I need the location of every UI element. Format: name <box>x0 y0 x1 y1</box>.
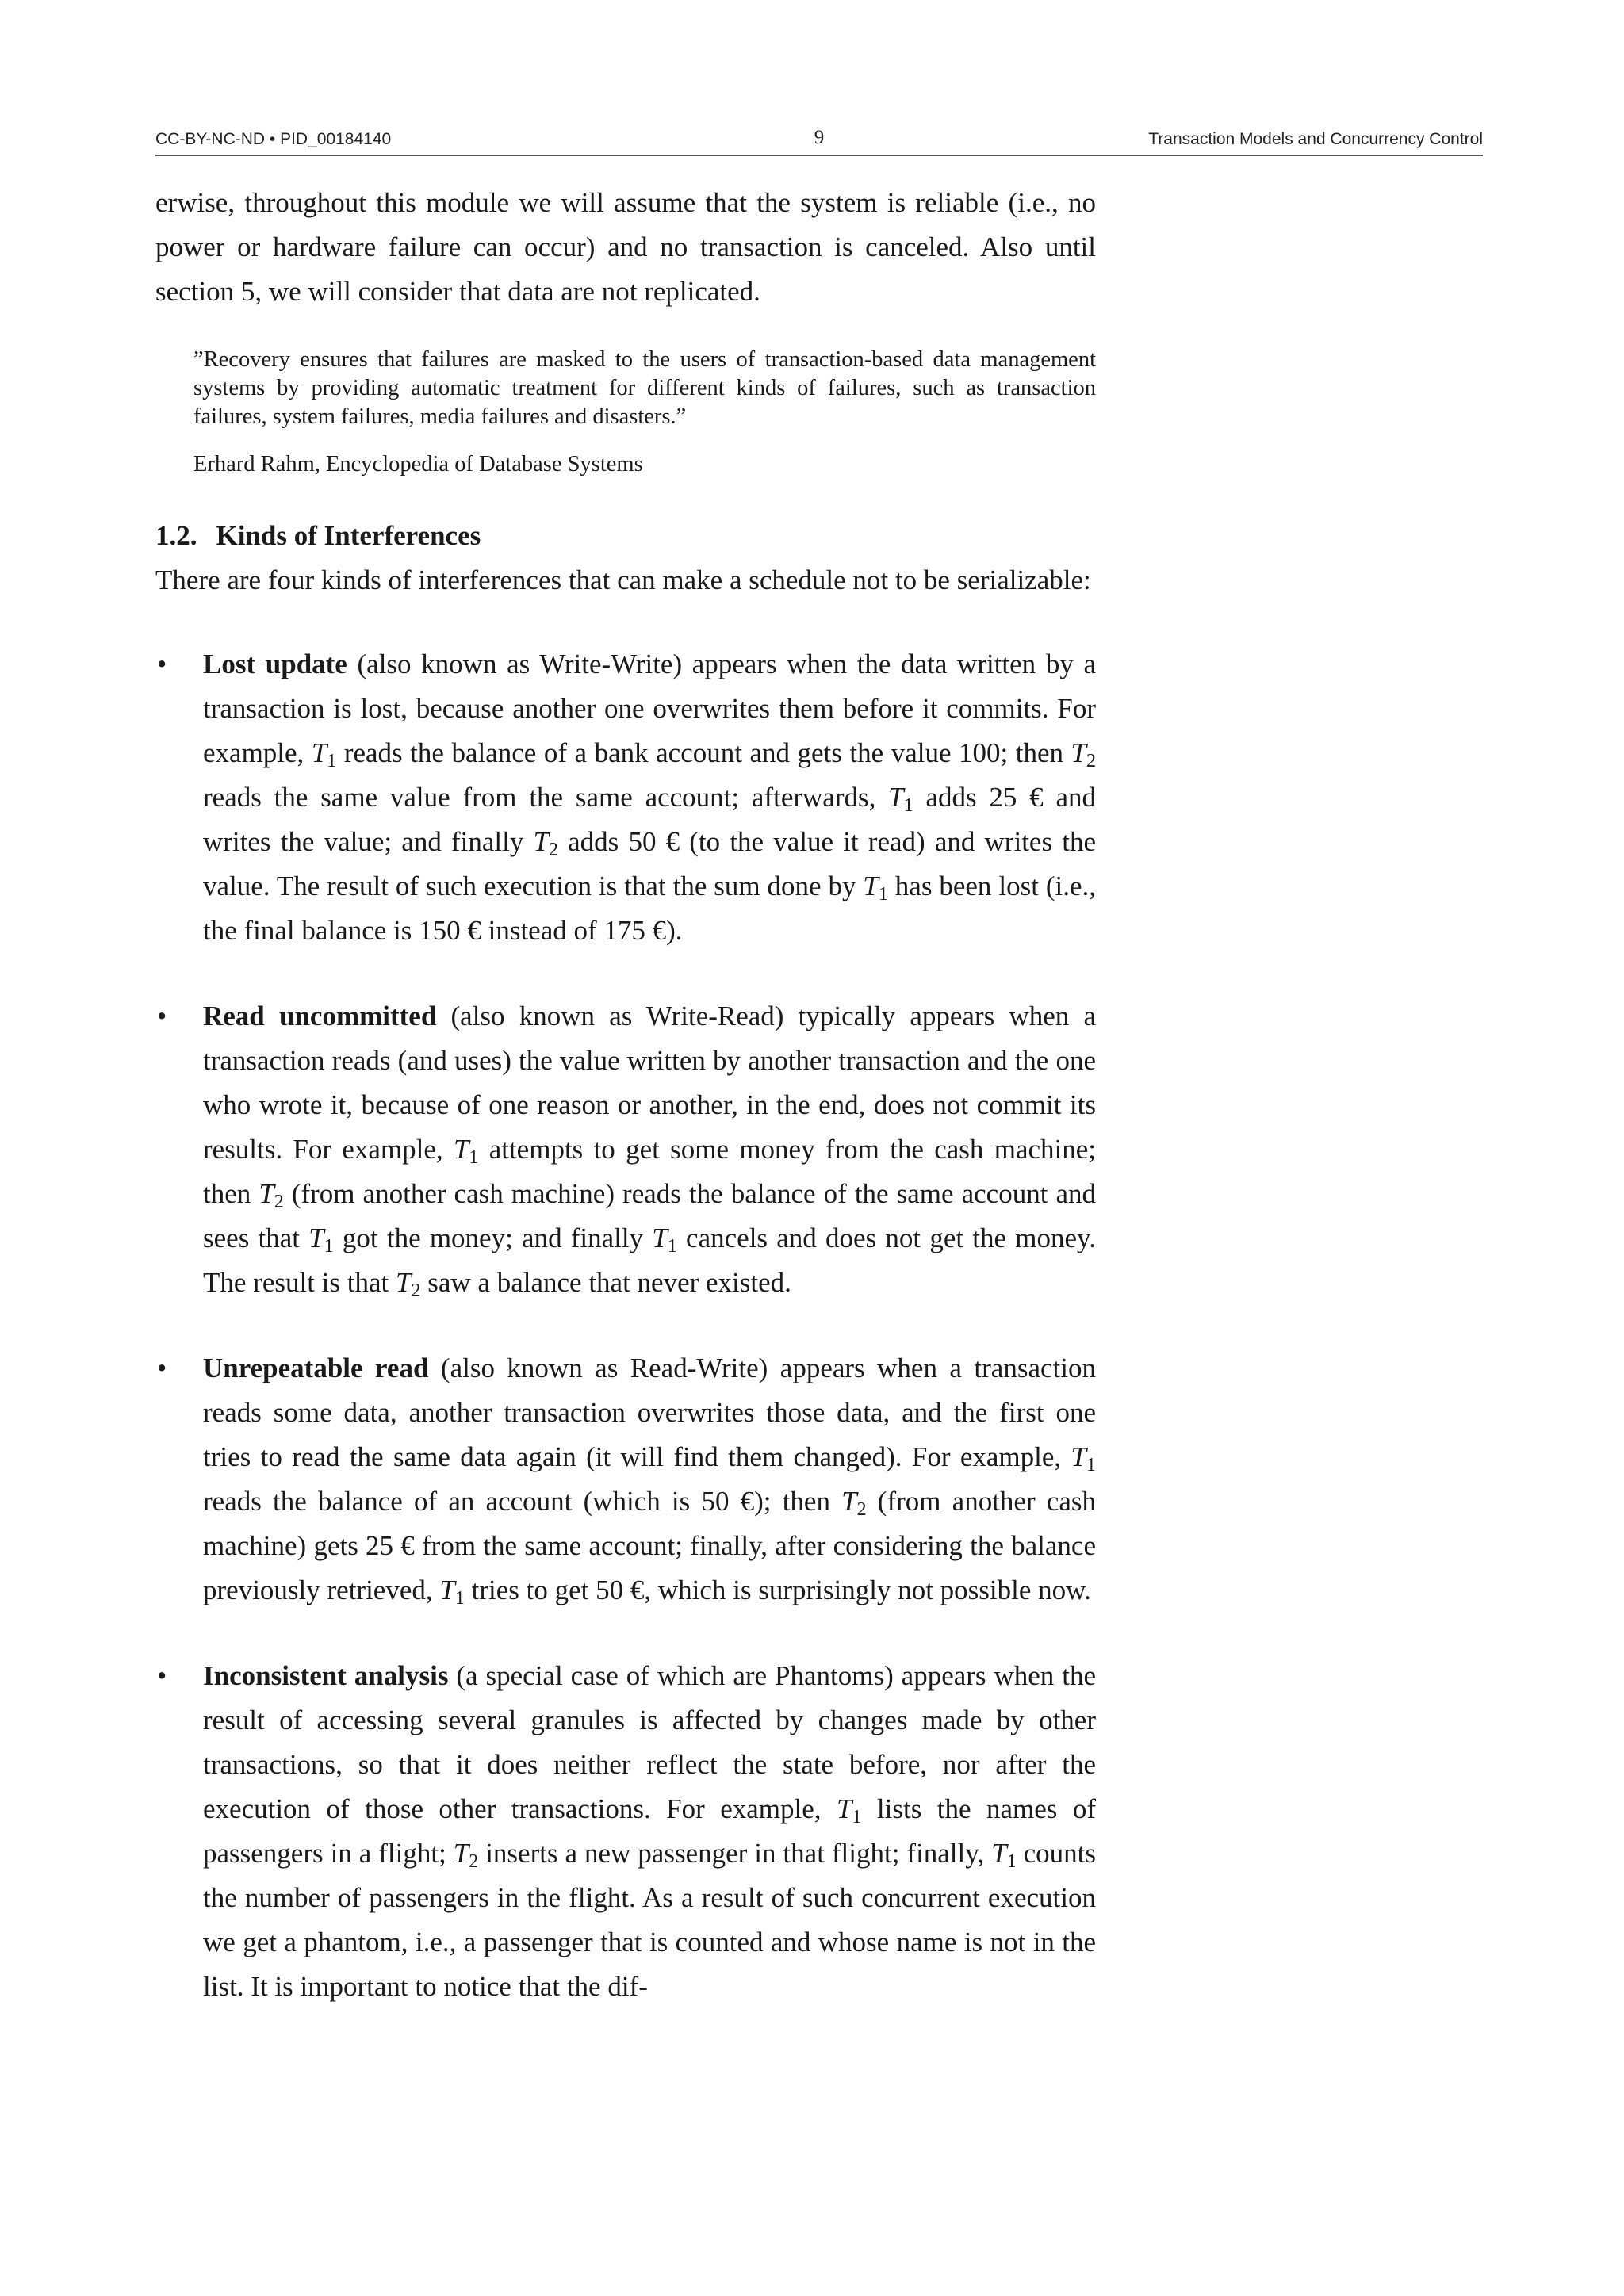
bullet-glyph: • <box>157 1660 167 1691</box>
section-heading <box>155 514 1096 558</box>
list-item <box>155 994 1096 1305</box>
transaction-symbol: $T_2$ <box>396 1267 421 1301</box>
interference-term: Unrepeatable read <box>203 1353 429 1383</box>
paragraph-text: adds 25 € and writes the value; and finally <box>203 782 1096 857</box>
page-body <box>155 181 1096 2050</box>
list-item <box>155 1346 1096 1613</box>
transaction-symbol: $T_1$ <box>888 782 914 816</box>
epigraph-author: Erhard Rahm, Encyclopedia of Database Systems <box>193 452 643 476</box>
paragraph-text: (from another cash machine) gets 25 € from the same account; finally, after considering the balance previously retrieved, <box>203 1486 1096 1605</box>
transaction-symbol: $T_2$ <box>1071 737 1096 771</box>
opening-paragraph: erwise, throughout this module we will assume that the system is reliable (i.e., no power or hardware failure can occur) and no transaction is canceled. Also until section 5, we will consider that data are not replicated. <box>155 187 1096 307</box>
transaction-symbol: $T_1$ <box>863 871 888 905</box>
header-page-number: 9 <box>814 127 825 148</box>
paragraph-text: tries to get 50 €, which is surprisingly not possible now. <box>464 1575 1091 1605</box>
transaction-symbol: $T_1$ <box>308 1223 334 1257</box>
interference-term: Lost update <box>203 649 347 679</box>
bullet-glyph: • <box>157 649 167 679</box>
transaction-symbol: $T_1$ <box>1071 1441 1096 1475</box>
intro-paragraph: There are four kinds of interferences that can make a schedule not to be serializable: <box>155 564 1091 595</box>
paragraph-text: attempts to get some money from the cash machine; then <box>203 1134 1096 1209</box>
paragraph-text: counts the number of passengers in the flight. As a result of such concurrent execution we get a phantom, i.e., a passenger that is counted and whose name is not in the list. It is important to notice that the dif- <box>203 1838 1096 2002</box>
paragraph-text: (also known as Write-Write) appears when the data written by a transaction is lost, because another one overwrites them before it commits. For example, <box>203 649 1096 768</box>
paragraph-text: reads the balance of a bank account and gets the value 100; then <box>336 737 1071 768</box>
transaction-symbol: $T_2$ <box>841 1486 867 1520</box>
paragraph-text: saw a balance that never existed. <box>420 1267 791 1298</box>
paragraph-text: has been lost (i.e., the final balance is 150 € instead of 175 €). <box>203 871 1096 946</box>
paragraph-text: reads the balance of an account (which is 50 €); then <box>203 1486 842 1517</box>
paragraph-text: got the money; and finally <box>333 1223 653 1253</box>
list-item <box>155 1654 1096 2009</box>
header-divider <box>155 155 1483 156</box>
transaction-symbol: $T_1$ <box>311 737 337 771</box>
interference-term: Read uncommitted <box>203 1001 437 1031</box>
epigraph-quote: ”Recovery ensures that failures are masked to the users of transaction-based data management systems by providing automatic treatment for different kinds of failures, such as transaction failures, system failures, media failures and disasters.” <box>193 347 1096 429</box>
transaction-symbol: $T_2$ <box>533 826 558 860</box>
transaction-symbol: $T_1$ <box>991 1838 1017 1872</box>
bullet-glyph: • <box>157 1001 167 1031</box>
header-module-title: Transaction Models and Concurrency Control <box>1148 130 1483 148</box>
paragraph-text: (from another cash machine) reads the balance of the same account and sees that <box>203 1178 1096 1253</box>
section-title: Kinds of Interferences <box>216 520 481 551</box>
paragraph-text: cancels and does not get the money. The result is that <box>203 1223 1097 1298</box>
paragraph-text: (also known as Write-Read) typically appears when a transaction reads (and uses) the value written by another transaction and the one who wrote it, because of one reason or another, in the end, does not commit its results. For example, <box>203 1001 1096 1165</box>
section-number: 1.2. <box>155 520 197 551</box>
interference-list <box>155 642 1096 2009</box>
paragraph-text: (also known as Read-Write) appears when a transaction reads some data, another transaction overwrites those data, and the first one tries to read the same data again (it will find them changed). For example, <box>203 1353 1096 1472</box>
bullet-glyph: • <box>157 1353 167 1383</box>
paragraph-text: (a special case of which are Phantoms) appears when the result of accessing several granules is affected by changes made by other transactions, so that it does neither reflect the state before, nor after the execution of those other transactions. For example, <box>203 1660 1096 1824</box>
transaction-symbol: $T_1$ <box>836 1793 862 1827</box>
interference-term: Inconsistent analysis <box>203 1660 449 1691</box>
transaction-symbol: $T_1$ <box>652 1223 677 1257</box>
paragraph-text: adds 50 € (to the value it read) and writes the value. The result of such execution is that the sum done by <box>203 826 1096 901</box>
transaction-symbol: $T_2$ <box>259 1178 284 1212</box>
paragraph-text: lists the names of passengers in a flight; <box>203 1793 1096 1869</box>
paragraph-text: inserts a new passenger in that flight; finally, <box>478 1838 992 1869</box>
paragraph-text: reads the same value from the same account; afterwards, <box>203 782 889 813</box>
transaction-symbol: $T_2$ <box>453 1838 479 1872</box>
transaction-symbol: $T_1$ <box>453 1134 479 1168</box>
list-item <box>155 642 1096 953</box>
page-header <box>155 127 1483 152</box>
transaction-symbol: $T_1$ <box>439 1575 465 1609</box>
header-license-id: CC-BY-NC-ND • PID_00184140 <box>155 130 392 148</box>
